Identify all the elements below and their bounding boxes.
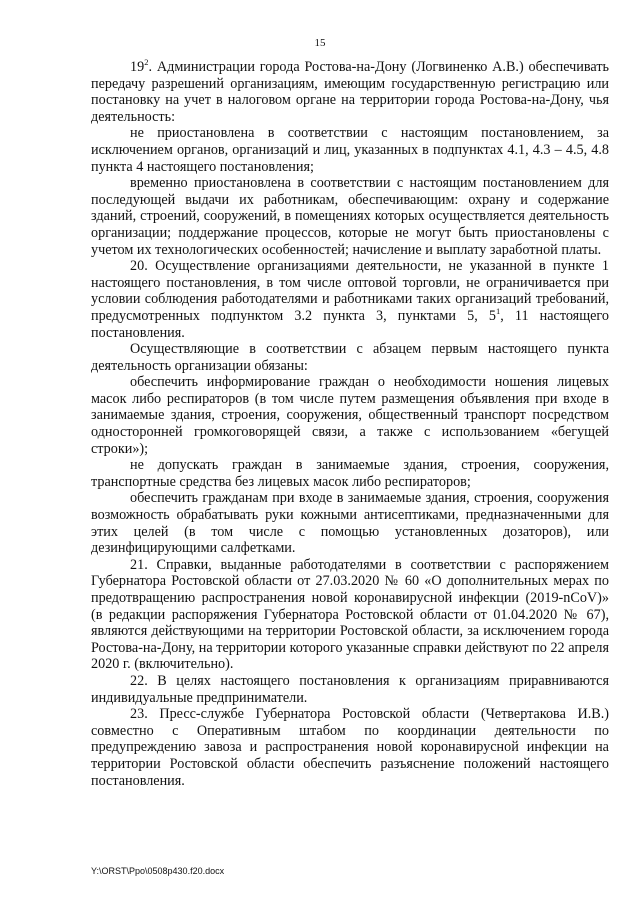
paragraph-19-2 — [91, 59, 609, 125]
footer-file-path: Y:\ORST\Ppo\0508p430.f20.docx — [91, 866, 225, 876]
paragraph-20-item-c: обеспечить гражданам при входе в занимаемые здания, строения, сооружения возможность обрабатывать руки кожными антисептиками, предназначенными для этих целей (в том числе с помощью установленных дозаторов), или дезинфицирующими салфетками. — [91, 490, 609, 557]
paragraph-19-2-number: 19 — [130, 59, 145, 75]
paragraph-20-item-b: не допускать граждан в занимаемые здания, строения, сооружения, транспортные средства без лицевых масок либо респираторов; — [91, 457, 609, 490]
paragraph-23: 23. Пресс-службе Губернатора Ростовской области (Четвертакова И.В.) совместно с Оперативным штабом по координации деятельности по предупреждению завоза и распространения новой коронавирусной инфекции на территории Ростовской области обеспечить разъяснение положений настоящего постановления. — [91, 706, 609, 789]
superscript: 1 — [495, 305, 501, 316]
paragraph-19-2-text: . Администрации города Ростова-на-Дону (Логвиненко А.В.) обеспечивать передачу разрешений организациям, имеющим государственную регистрацию или постановку на учет в налоговом органе на территории города Ростова-на-Дону, чья деятельность: — [91, 59, 609, 125]
paragraph-20-obligations: Осуществляющие в соответствии с абзацем первым настоящего пункта деятельность организации обязаны: — [91, 341, 609, 374]
paragraph-20-text-end: , 11 настоящего постановления. — [91, 307, 609, 341]
paragraph-19-2-item-b: временно приостановлена в соответствии с настоящим постановлением для последующей выдачи их работникам, обеспечивающим: охрану и содержание зданий, строений, сооружений, в помещениях которых осуществляется деятельность организации; поддержание процессов, которые не могут быть приостановлены с учетом их технологических особенностей; начисление и выплату заработной платы. — [91, 175, 609, 258]
page-number: 15 — [314, 37, 326, 49]
document-body — [91, 59, 609, 789]
paragraph-21: 21. Справки, выданные работодателями в соответствии с распоряжением Губернатора Ростовской области от 27.03.2020 № 60 «О дополнительных мерах по предотвращению распространения новой коронавирусной инфекции (2019-nCoV)» (в редакции распоряжения Губернатора Ростовской области от 01.04.2020 № 67), являются действующими на территории Ростовской области, за исключением города Ростова-на-Дону, на территории которого указанные справки действуют по 22 апреля 2020 г. (включительно). — [91, 556, 609, 673]
superscript: 2 — [144, 57, 149, 67]
paragraph-20-item-a: обеспечить информирование граждан о необходимости ношения лицевых масок либо респираторов (в том числе путем размещения объявления при входе в занимаемые здания, строения, сооружения, общественный транспорт посредством односторонней громкоговорящей связи, а также с использованием «бегущей строки»); — [91, 374, 609, 457]
paragraph-20-text: 20. Осуществление организациями деятельности, не указанной в пункте 1 настоящего постановления, в том числе оптовой торговли, не ограничивается при условии соблюдения работодателями и работниками таких организаций требований, предусмотренных подпунктом 3.2 пункта 3, пунктами 5, 5 — [91, 258, 609, 324]
paragraph-19-2-item-a: не приостановлена в соответствии с настоящим постановлением, за исключением органов, организаций и лиц, указанных в подпунктах 4.1, 4.3 – 4.5, 4.8 пункта 4 настоящего постановления; — [91, 125, 609, 175]
paragraph-20 — [91, 258, 609, 341]
paragraph-22: 22. В целях настоящего постановления к организациям приравниваются индивидуальные предприниматели. — [91, 672, 609, 706]
